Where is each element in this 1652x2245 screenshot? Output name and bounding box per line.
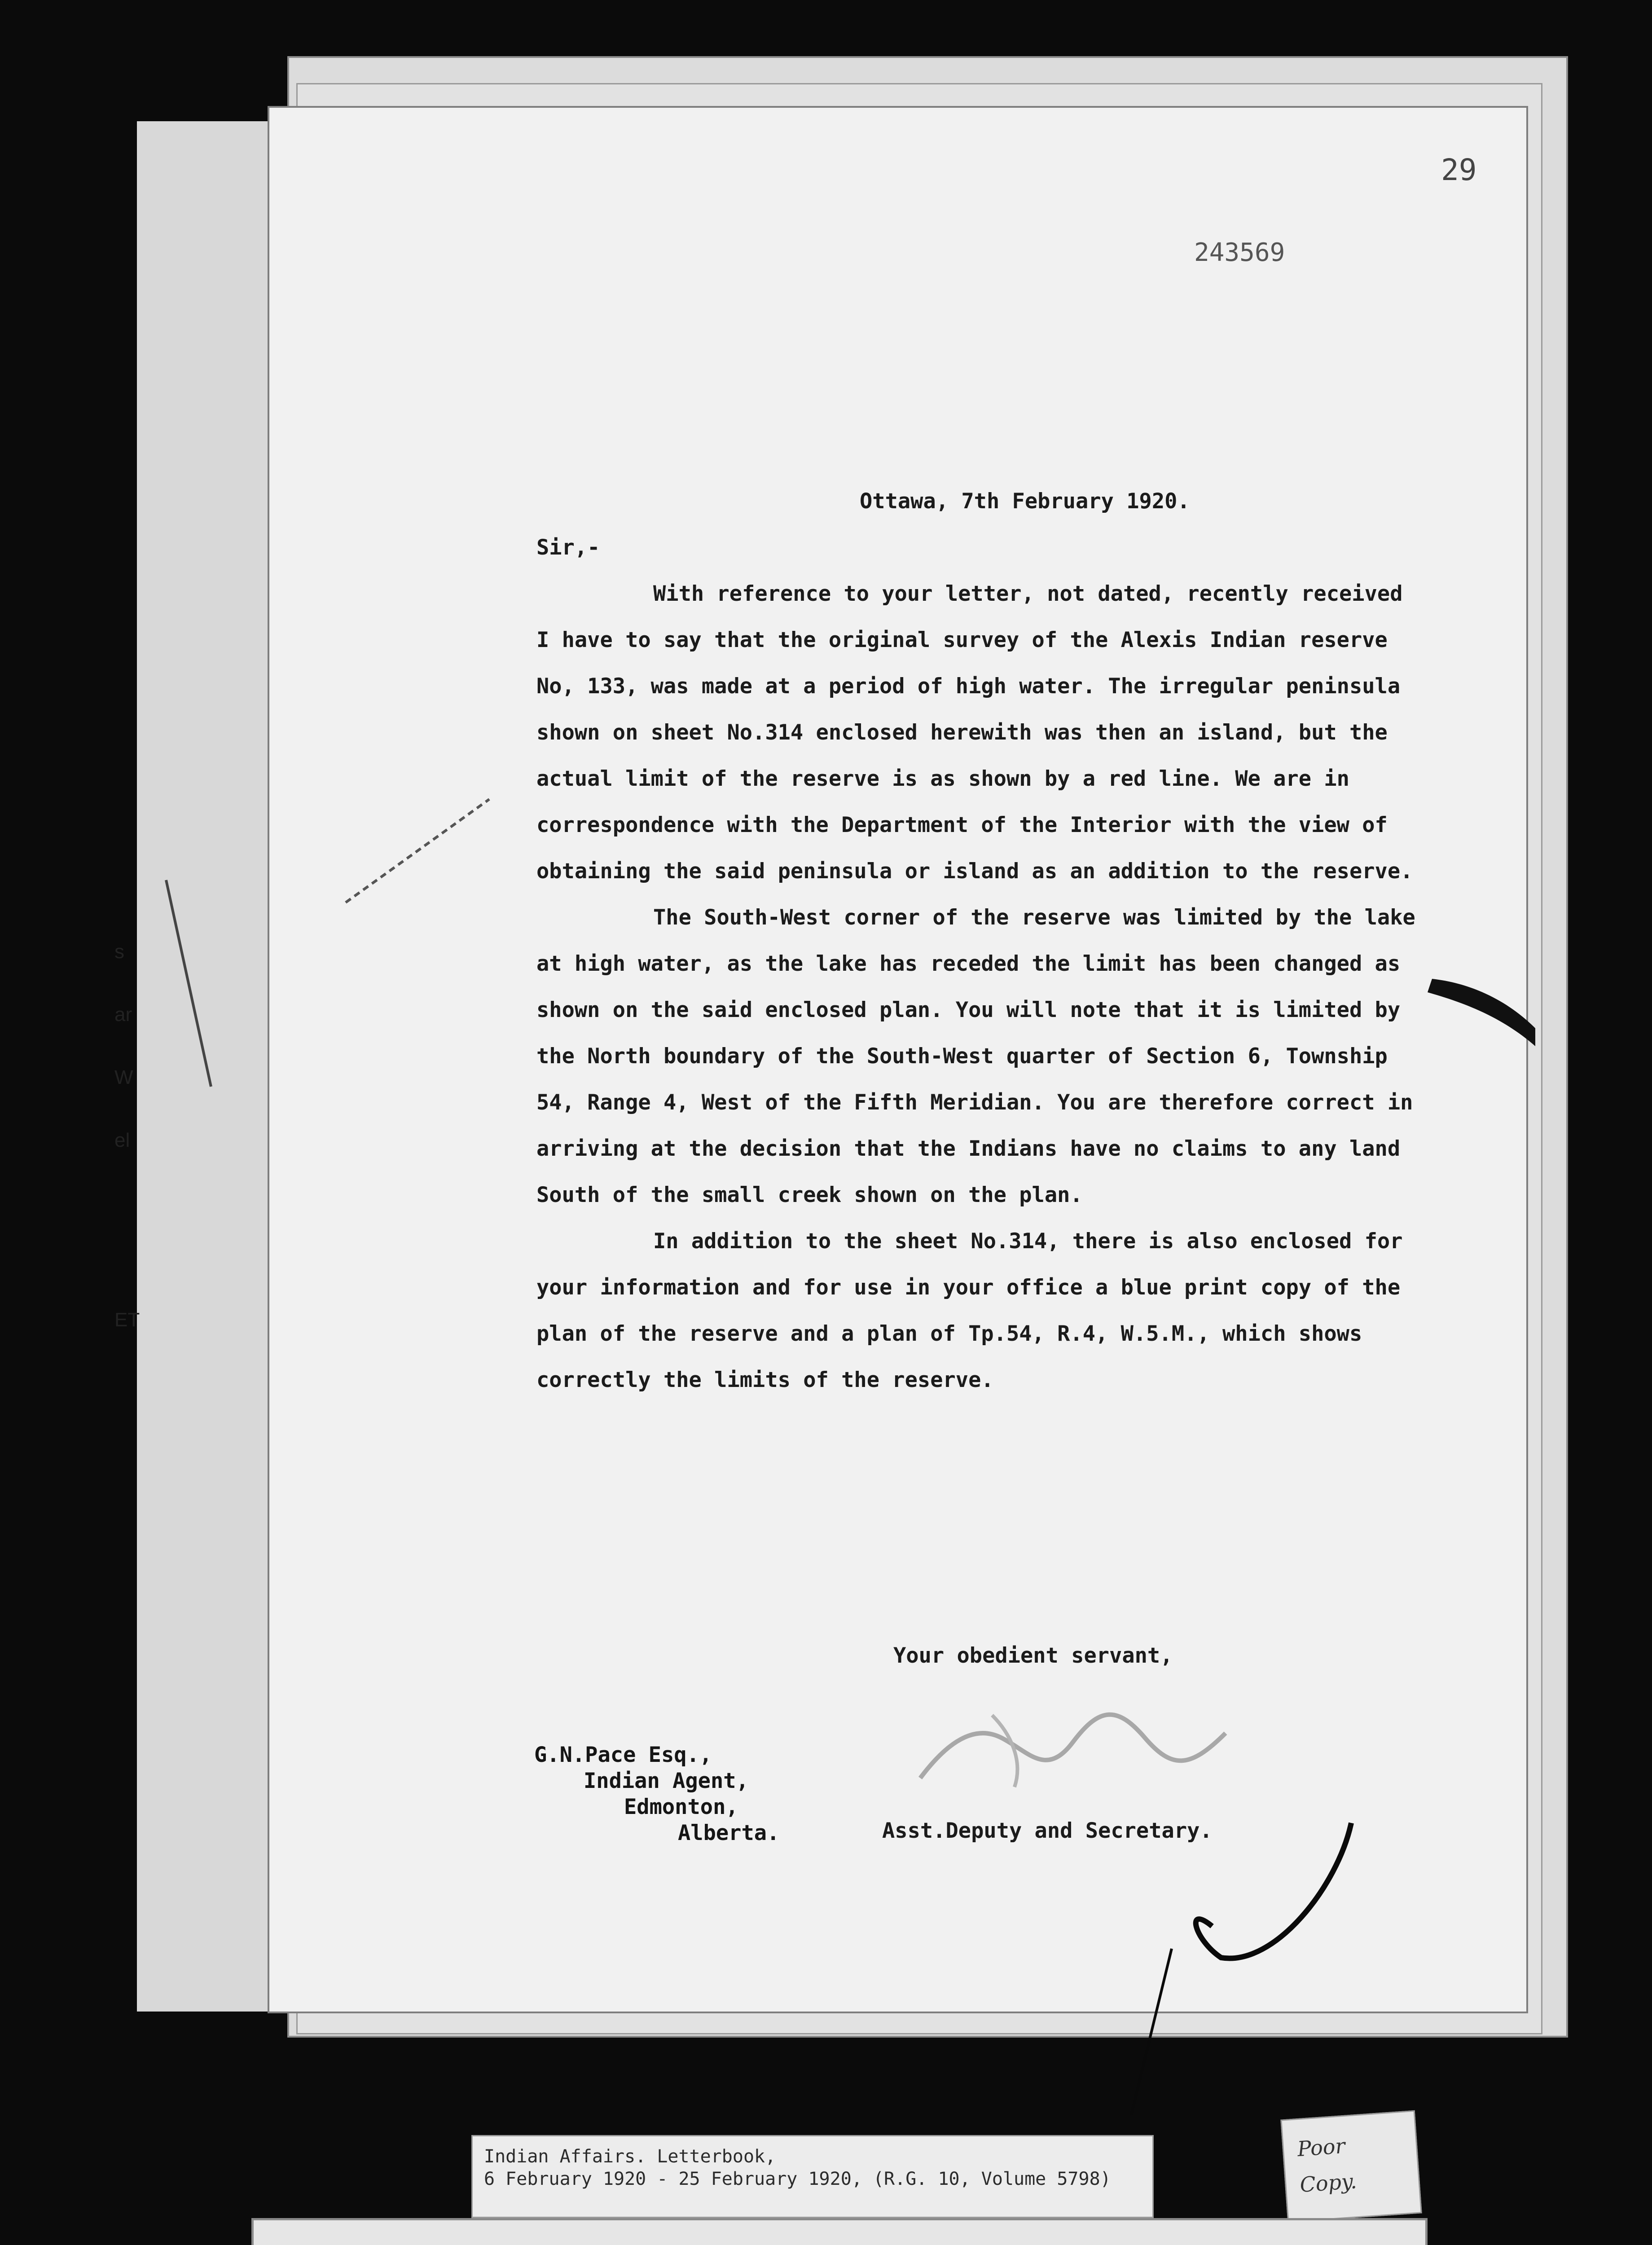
letter-closing: Your obedient servant, [893,1643,1173,1668]
edge-letter: W [114,1066,133,1088]
poor-copy-line: Poor [1296,2133,1346,2161]
archives-banner [251,2218,1428,2245]
reference-line: Indian Affairs. Letterbook, [484,2146,776,2167]
reference-label [471,2135,1154,2218]
edge-letter: ET [114,1309,140,1331]
margin-mark [346,799,489,902]
paperclip-shadow [1428,979,1535,1046]
edge-letter: ar [114,1004,132,1026]
letter-salutation: Sir,- [536,535,600,560]
letter-paragraph: In addition to the sheet No.314, there is also enclosed for your information and for use in your office a blue print copy of the plan of the reserve and a plan of Tp.54, R.4, W.5.M., which shows correctly the limits of the reserve. [536,1229,1403,1392]
recipient-line: Indian Agent, [584,1769,749,1793]
recipient-line: G.N.Pace Esq., [534,1743,712,1767]
edge-letter: el [114,1129,130,1151]
letter-date: Ottawa, 7th February 1920. [860,489,1190,514]
edge-letter: s [114,941,124,963]
page-number: 29 [1441,153,1477,187]
reference-line: 6 February 1920 - 25 February 1920, (R.G. 10, Volume 5798) [484,2169,1111,2189]
signer-title: Asst.Deputy and Secretary. [882,1818,1213,1843]
margin-mark-vertical [166,880,211,1087]
file-number: 243569 [1194,238,1285,267]
recipient-line: Alberta. [678,1821,780,1845]
pen-stroke-line [1131,1949,1172,2115]
checkmark-pen-stroke [1196,1823,1351,1959]
letter-paragraph: The South-West corner of the reserve was limited by the lake at high water, as the lake has receded the limit has been changed as shown on the said enclosed plan. You will note that it is limited by the North boundary of the South-West quarter of Section 6, Township 54, Range 4, West of the Fifth Meridian. You are therefore correct in arriving at the decision that the Indians have no claims to any land South of the small creek shown on the plan. [536,905,1415,1207]
poor-copy-line: Copy. [1299,2169,1358,2197]
recipient-line: Edmonton, [624,1795,738,1819]
letter-paragraph: With reference to your letter, not dated, recently received I have to say that the original survey of the Alexis Indian reserve No, 133, was made at a period of high water. The irregular peninsula shown on sheet No.314 enclosed herewith was then an island, but the actual limit of the reserve is as shown by a red line. We are in correspondence with the Department of the Interior with the view of obtaining the said peninsula or island as an addition to the reserve. [536,581,1413,884]
poor-copy-tag [1280,2110,1422,2223]
